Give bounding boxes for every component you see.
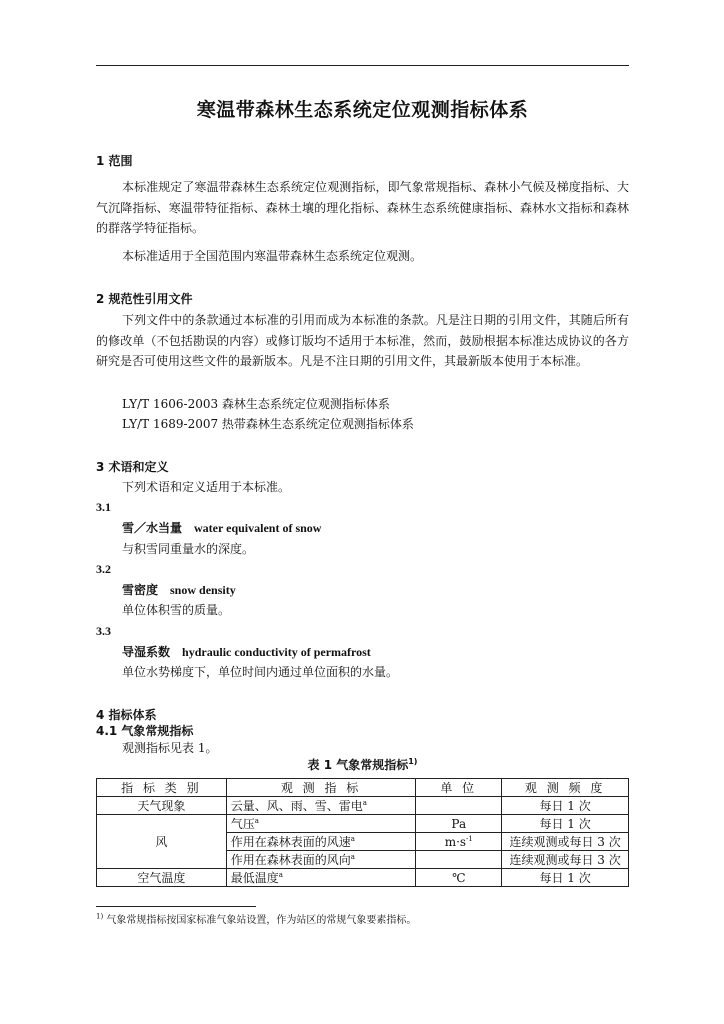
- unit-cell: $m\cdot s^{-1}$: [416, 833, 502, 851]
- page-title: 寒温带森林生态系统定位观测指标体系: [196, 99, 529, 121]
- section-3-intro: 下列术语和定义适用于本标准。: [122, 480, 291, 494]
- section-1-paragraph-2: 本标准适用于全国范围内寒温带森林生态系统定位观测。: [122, 249, 423, 263]
- footnote-mark: 1): [96, 912, 104, 921]
- frequency-cell: 每日 1 次: [502, 797, 629, 815]
- unit-cell: [416, 797, 502, 815]
- table-header-cell: 观 测 频 度: [502, 779, 629, 797]
- footnote-text: 气象常规指标按国家标准气象站设置，作为站区的常规气象要素指标。: [106, 915, 417, 926]
- unit-cell: Pa: [416, 815, 502, 833]
- footnote-rule: [96, 906, 256, 907]
- indicator-cell: 作用在森林表面的风向$^a$: [226, 851, 416, 869]
- term-number: 3.2: [96, 562, 111, 576]
- indicator-cell: 最低温度$^a$: [226, 869, 416, 887]
- indicator-cell: 气压$^a$: [226, 815, 416, 833]
- frequency-cell: 连续观测或每日 3 次: [502, 833, 629, 851]
- frequency-cell: 每日 1 次: [502, 869, 629, 887]
- footnote: [96, 911, 416, 926]
- term-en: snow density: [170, 583, 236, 597]
- section-4-heading: 4 指标体系: [96, 708, 157, 722]
- reference-item: LY/T 1689-2007 热带森林生态系统定位观测指标体系: [122, 417, 414, 431]
- section-1-paragraph-1: 本标准规定了寒温带森林生态系统定位观测指标，即气象常规指标、森林小气候及梯度指标、大气沉降指标、寒温带特征指标、森林土壤的理化指标、森林生态系统健康指标、森林水文指标和森林的群落学特征指标。: [96, 180, 629, 235]
- section-2-paragraph: 下列文件中的条款通过本标准的引用而成为本标准的条款。凡是注日期的引用文件，其随后所有的修改单（不包括勘误的内容）或修订版均不适用于本标准，然而，鼓励根据本标准达成协议的各方研究是否可使用这些文件的最新版本。凡是不注日期的引用文件，其最新版本使用于本标准。: [96, 313, 629, 368]
- term-number: 3.3: [96, 624, 111, 638]
- indicator-cell: 云量、风、雨、雪、雷电$^a$: [226, 797, 416, 815]
- term-en: water equivalent of snow: [194, 521, 322, 535]
- unit-cell: ℃: [416, 869, 502, 887]
- table-caption: [96, 756, 629, 773]
- header-rule: [96, 65, 629, 66]
- section-3-heading: 3 术语和定义: [96, 460, 169, 474]
- term-zh: 雪／水当量: [122, 521, 183, 535]
- indicator-cell: 作用在森林表面的风速$^a$: [226, 833, 416, 851]
- term-title: [122, 518, 321, 538]
- term-title: [122, 642, 371, 662]
- term-zh: 导湿系数: [122, 645, 171, 659]
- category-cell: 天气现象: [97, 797, 227, 815]
- term-definition: 单位水势梯度下，单位时间内通过单位面积的水量。: [122, 665, 399, 679]
- section-4-intro: 观测指标见表 1。: [122, 741, 218, 755]
- reference-item: LY/T 1606-2003 森林生态系统定位观测指标体系: [122, 397, 390, 411]
- table-caption-note: 1): [408, 757, 418, 766]
- table-header-cell: 单 位: [416, 779, 502, 797]
- unit-cell: [416, 851, 502, 869]
- term-en: hydraulic conductivity of permafrost: [182, 645, 371, 659]
- table-row: [97, 815, 629, 833]
- table-row: [97, 869, 629, 887]
- section-2-heading: 2 规范性引用文件: [96, 292, 193, 306]
- frequency-cell: 每日 1 次: [502, 815, 629, 833]
- term-number: 3.1: [96, 500, 111, 514]
- table-header-cell: 观 测 指 标: [226, 779, 416, 797]
- term-title: [122, 580, 236, 600]
- section-4-1-heading: 4.1 气象常规指标: [96, 724, 194, 738]
- category-cell: 空气温度: [97, 869, 227, 887]
- term-definition: 单位体积雪的质量。: [122, 603, 231, 617]
- section-1-heading: 1 范围: [96, 154, 133, 168]
- indicator-table: [96, 778, 629, 887]
- category-cell: 风: [97, 815, 227, 869]
- frequency-cell: 连续观测或每日 3 次: [502, 851, 629, 869]
- table-row: [97, 797, 629, 815]
- table-header-cell: 指 标 类 别: [97, 779, 227, 797]
- term-definition: 与积雪同重量水的深度。: [122, 542, 255, 556]
- table-caption-text: 表 1 气象常规指标: [307, 758, 409, 772]
- table-header-row: [97, 779, 629, 797]
- term-zh: 雪密度: [122, 583, 159, 597]
